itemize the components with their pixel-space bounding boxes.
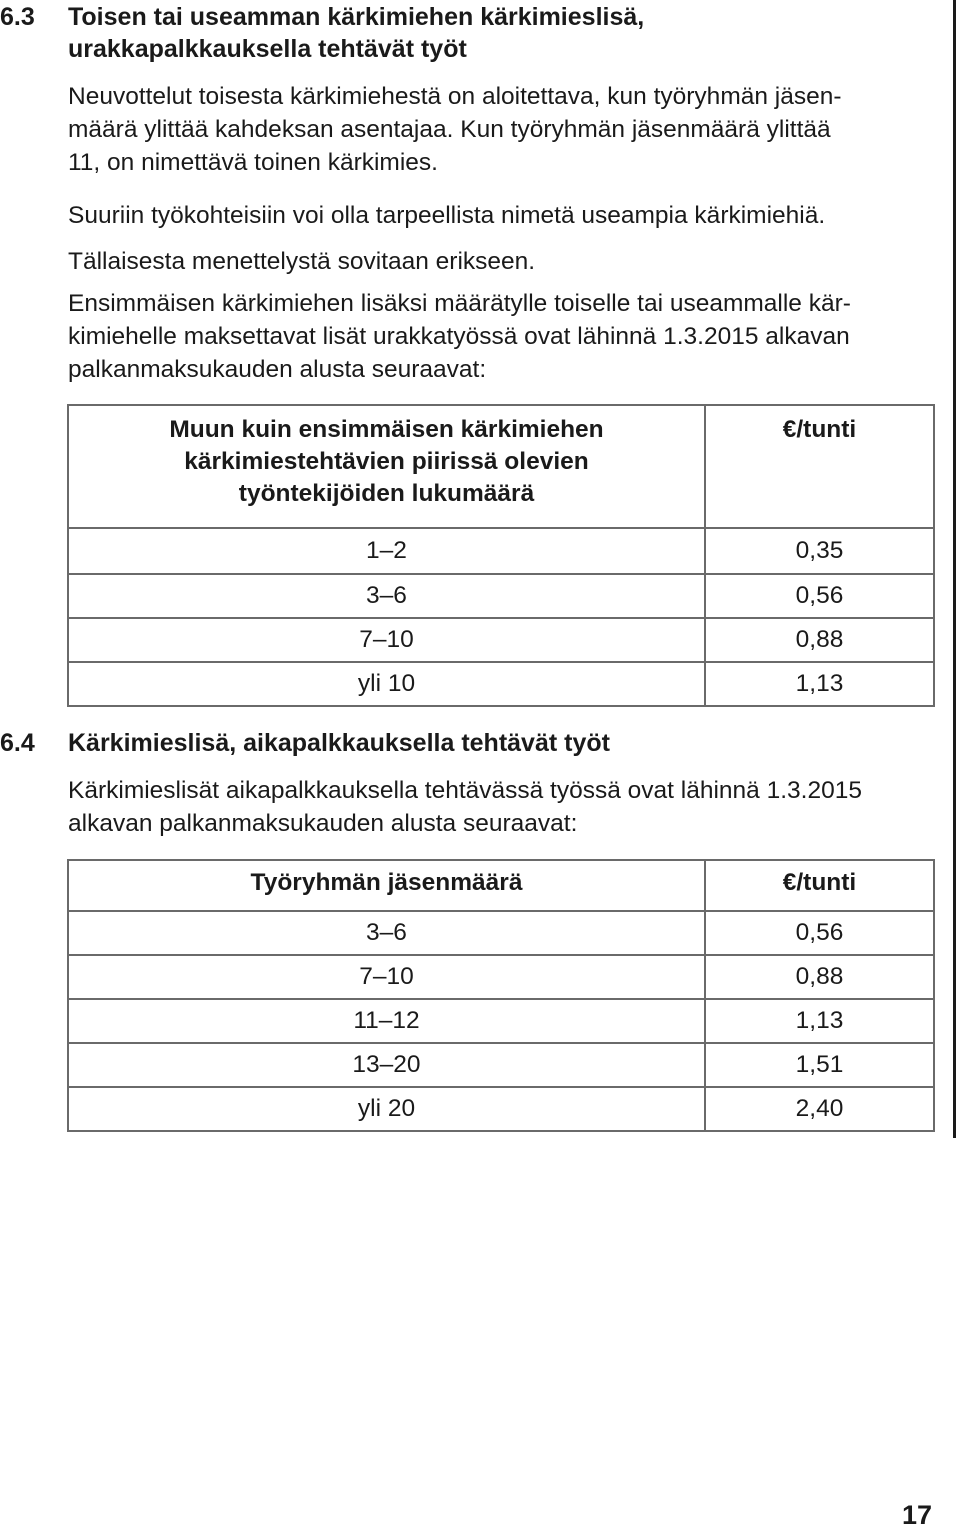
section-number: 6.4 bbox=[0, 729, 35, 757]
cell-rate: 1,13 bbox=[705, 999, 934, 1043]
cell-rate: 0,56 bbox=[705, 574, 934, 618]
section-6-4-heading bbox=[0, 727, 610, 759]
table-row bbox=[68, 574, 934, 618]
paragraph bbox=[68, 192, 936, 286]
text-line: Kärkimieslisät aikapalkkauksella tehtävässä työssä ovat lähinnä 1.3.2015 bbox=[68, 777, 862, 804]
cell-rate: 0,88 bbox=[705, 955, 934, 999]
cell-rate: 0,35 bbox=[705, 528, 934, 574]
cell-count: yli 10 bbox=[68, 662, 705, 706]
table-row bbox=[68, 662, 934, 706]
section-title-line: Toisen tai useamman kärkimiehen kärkimieslisä, bbox=[68, 3, 645, 31]
section-title: Kärkimieslisä, aikapalkkauksella tehtävät työt bbox=[68, 729, 610, 757]
header-line: kärkimiestehtävien piirissä olevien bbox=[184, 448, 589, 475]
hourly-pay-table bbox=[67, 859, 935, 1132]
text-line: kimiehelle maksettavat lisät urakkatyössä ovat lähinnä 1.3.2015 alkavan bbox=[68, 323, 850, 350]
cell-rate: 0,88 bbox=[705, 618, 934, 662]
cell-count: 13–20 bbox=[68, 1043, 705, 1087]
table-row bbox=[68, 1043, 934, 1087]
text-line: 11, on nimettävä toinen kärkimies. bbox=[68, 149, 438, 176]
table-row bbox=[68, 1087, 934, 1131]
cell-rate: 1,13 bbox=[705, 662, 934, 706]
section-number: 6.3 bbox=[0, 3, 35, 31]
cell-rate: 2,40 bbox=[705, 1087, 934, 1131]
cell-count: 7–10 bbox=[68, 618, 705, 662]
table-header-row bbox=[68, 405, 934, 528]
header-rate: €/tunti bbox=[705, 405, 934, 528]
text-line: Tällaisesta menettelystä sovitaan erikseen. bbox=[68, 248, 536, 275]
cell-rate: 1,51 bbox=[705, 1043, 934, 1087]
text-line: Neuvottelut toisesta kärkimiehestä on aloitettava, kun työryhmän jäsen- bbox=[68, 83, 842, 110]
section-6-3-heading bbox=[0, 1, 645, 65]
table-row bbox=[68, 999, 934, 1043]
text-line: Suuriin työkohteisiin voi olla tarpeellista nimetä useampia kärkimiehiä. bbox=[68, 202, 826, 229]
cell-rate: 0,56 bbox=[705, 911, 934, 955]
text-line: Ensimmäisen kärkimiehen lisäksi määrätylle toiselle tai useammalle kär- bbox=[68, 290, 851, 317]
header-line: Muun kuin ensimmäisen kärkimiehen bbox=[169, 416, 604, 443]
table-row bbox=[68, 911, 934, 955]
header-rate: €/tunti bbox=[705, 860, 934, 911]
table-row bbox=[68, 618, 934, 662]
margin-rule bbox=[953, 0, 956, 1138]
cell-count: 3–6 bbox=[68, 911, 705, 955]
cell-count: 1–2 bbox=[68, 528, 705, 574]
section-title-line: urakkapalkkauksella tehtävät työt bbox=[68, 35, 467, 63]
paragraph bbox=[68, 287, 936, 386]
cell-count: yli 20 bbox=[68, 1087, 705, 1131]
text-line: määrä ylittää kahdeksan asentajaa. Kun työryhmän jäsenmäärä ylittää bbox=[68, 116, 831, 143]
cell-count: 7–10 bbox=[68, 955, 705, 999]
paragraph bbox=[68, 80, 936, 179]
text-line: palkanmaksukauden alusta seuraavat: bbox=[68, 356, 487, 383]
cell-count: 11–12 bbox=[68, 999, 705, 1043]
table-row bbox=[68, 955, 934, 999]
paragraph bbox=[68, 774, 936, 840]
text-line: alkavan palkanmaksukauden alusta seuraavat: bbox=[68, 810, 578, 837]
header-line: työntekijöiden lukumäärä bbox=[238, 480, 535, 507]
header-team-size: Työryhmän jäsenmäärä bbox=[68, 860, 705, 911]
header-worker-count bbox=[68, 405, 705, 528]
contract-pay-table bbox=[67, 404, 935, 707]
table-row bbox=[68, 528, 934, 574]
cell-count: 3–6 bbox=[68, 574, 705, 618]
table-header-row bbox=[68, 860, 934, 911]
page-number: 17 bbox=[901, 1500, 932, 1530]
